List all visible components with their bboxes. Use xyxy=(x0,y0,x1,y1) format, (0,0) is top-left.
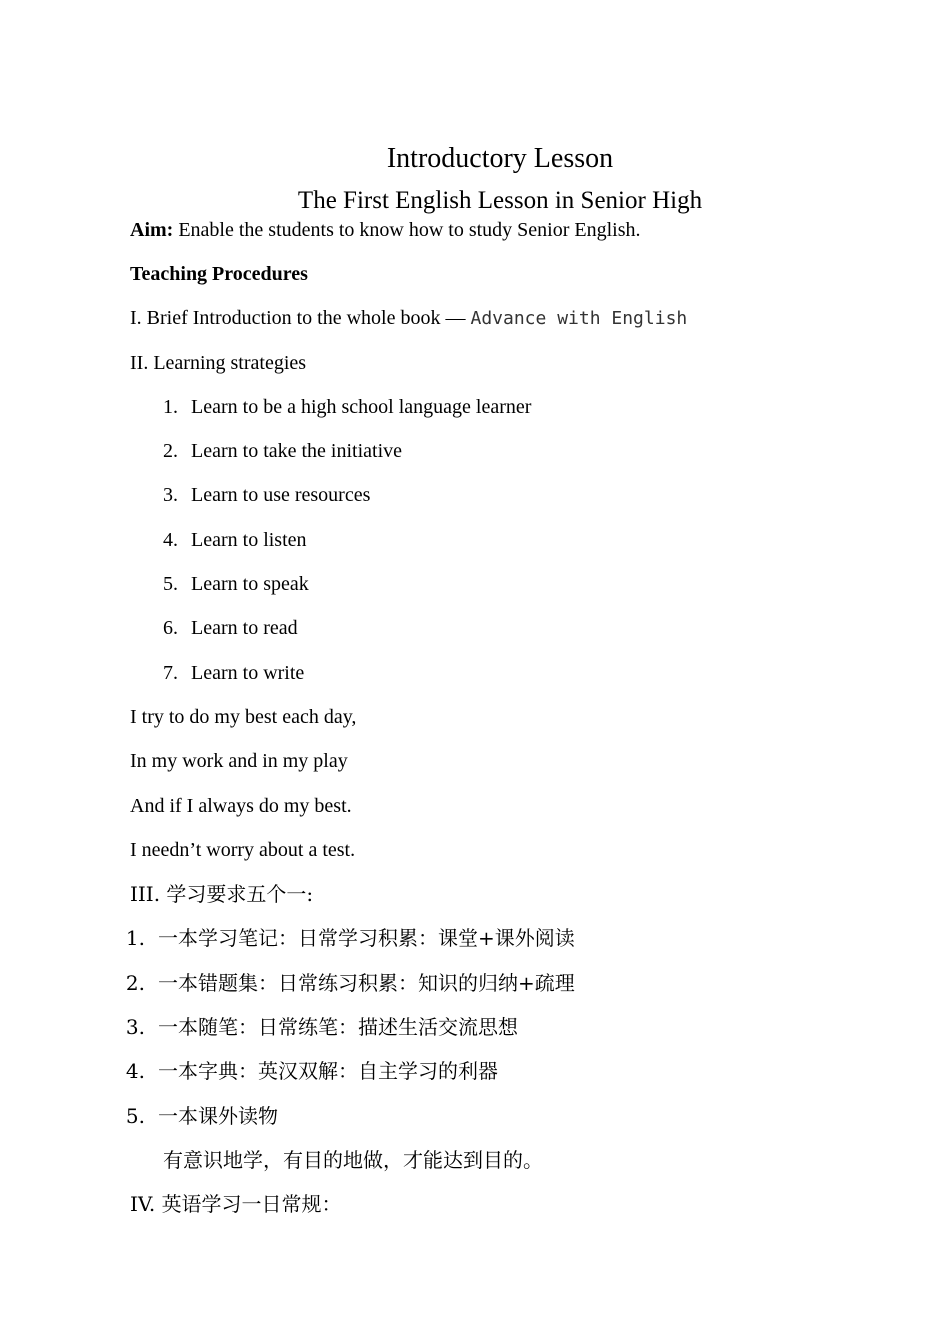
item-text: 一本错题集：日常练习积累：知识的归纳+疏理 xyxy=(158,971,575,995)
poem-line: And if I always do my best. xyxy=(130,795,352,817)
poem-line: In my work and in my play xyxy=(130,750,348,772)
item-number: 2. xyxy=(163,440,178,462)
item-text: Learn to be a high school language learner xyxy=(191,396,532,418)
document-subtitle: The First English Lesson in Senior High xyxy=(297,187,703,214)
item-number: 3. xyxy=(163,484,178,506)
item-text: 一本随笔：日常练笔：描述生活交流思想 xyxy=(158,1015,518,1039)
item-text: 一本字典：英汉双解：自主学习的利器 xyxy=(158,1059,498,1083)
section-3-heading: III. 学习要求五个一: xyxy=(130,882,314,906)
section-1-line xyxy=(130,304,687,332)
item-number: 3. xyxy=(125,1015,145,1039)
item-text: Learn to speak xyxy=(191,573,309,595)
item-number: 7. xyxy=(163,662,178,684)
item-text: Learn to listen xyxy=(191,529,307,551)
item-number: 1. xyxy=(163,396,178,418)
section-4-heading: IV. 英语学习一日常规： xyxy=(130,1192,342,1216)
item-text: Learn to read xyxy=(191,617,298,639)
aim-label: Aim: xyxy=(130,219,174,241)
poem-line: I needn’t worry about a test. xyxy=(130,839,356,861)
aim-text: Enable the students to know how to study Senior English. xyxy=(173,219,641,241)
section-1-text: I. Brief Introduction to the whole book — xyxy=(130,307,471,329)
item-text: Learn to take the initiative xyxy=(191,440,403,462)
item-number: 5. xyxy=(163,573,178,595)
section-3-note: 有意识地学，有目的地做，才能达到目的。 xyxy=(163,1148,543,1172)
item-text: 一本课外读物 xyxy=(158,1104,278,1128)
item-number: 2. xyxy=(125,971,145,995)
section-2-heading: II. Learning strategies xyxy=(130,352,307,374)
item-number: 4. xyxy=(125,1059,145,1083)
item-text: 一本学习笔记：日常学习积累：课堂+课外阅读 xyxy=(158,926,575,950)
item-number: 6. xyxy=(163,617,178,639)
item-number: 5. xyxy=(125,1104,145,1128)
document-title: Introductory Lesson xyxy=(386,143,614,174)
poem-line: I try to do my best each day, xyxy=(130,706,357,728)
procedures-heading: Teaching Procedures xyxy=(130,263,308,285)
item-text: Learn to write xyxy=(191,662,305,684)
item-text: Learn to use resources xyxy=(191,484,371,506)
aim-line xyxy=(130,216,641,244)
book-title: Advance with English xyxy=(470,308,688,329)
item-number: 1. xyxy=(125,926,145,950)
item-number: 4. xyxy=(163,529,178,551)
